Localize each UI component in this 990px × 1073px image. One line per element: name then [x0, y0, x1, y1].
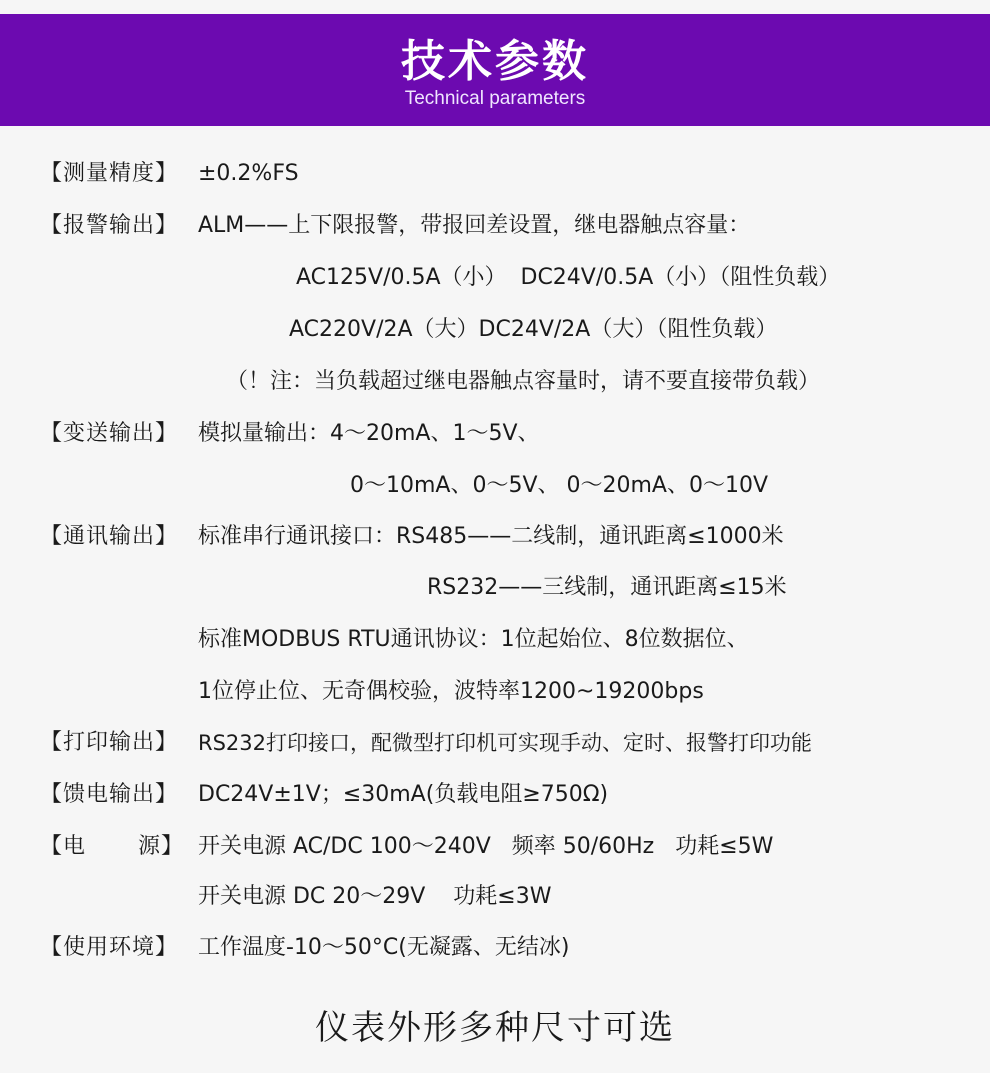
spec-label-power-right: 源】 [138, 834, 185, 859]
spec-value-transmit-2: 0～10mA、0～5V、 0～20mA、0～10V [350, 473, 769, 498]
spec-label-measure: 【测量精度】 [40, 161, 179, 186]
spec-label-env: 【使用环境】 [40, 935, 179, 960]
spec-value-alarm-3: AC220V/2A（大）DC24V/2A（大）（阻性负载） [289, 317, 778, 342]
spec-value-comm-2: RS232——三线制，通讯距离≤15米 [427, 575, 787, 600]
footer-caption: 仪表外形多种尺寸可选 [315, 1008, 675, 1048]
spec-label-power-left: 【电 [40, 834, 87, 859]
spec-label-comm: 【通讯输出】 [40, 524, 179, 549]
spec-label-alarm: 【报警输出】 [40, 213, 179, 238]
spec-value-alarm-2: AC125V/0.5A（小） DC24V/0.5A（小）（阻性负载） [296, 265, 841, 290]
top-strip [0, 0, 990, 14]
spec-label-transmit: 【变送输出】 [40, 421, 179, 446]
spec-value-transmit-1: 模拟量输出：4～20mA、1～5V、 [198, 421, 540, 446]
spec-value-comm-3: 标准MODBUS RTU通讯协议：1位起始位、8位数据位、 [198, 627, 749, 652]
header-banner [0, 14, 990, 126]
banner-subtitle: Technical parameters [404, 88, 586, 109]
spec-value-measure: ±0.2%FS [198, 161, 299, 186]
spec-label-feed: 【馈电输出】 [40, 782, 179, 807]
spec-value-env: 工作温度-10～50°C(无凝露、无结冰) [198, 935, 570, 960]
spec-value-alarm-1: ALM——上下限报警，带报回差设置，继电器触点容量： [198, 213, 751, 238]
banner-title: 技术参数 [401, 36, 589, 87]
spec-label-power [40, 832, 184, 862]
spec-value-alarm-note: （！注：当负载超过继电器触点容量时，请不要直接带负载） [226, 369, 821, 394]
spec-label-print: 【打印输出】 [40, 730, 179, 755]
spec-value-comm-1: 标准串行通讯接口：RS485——二线制，通讯距离≤1000米 [198, 524, 784, 549]
spec-value-comm-4: 1位停止位、无奇偶校验，波特率1200~19200bps [198, 679, 704, 704]
spec-value-print: RS232打印接口，配微型打印机可实现手动、定时、报警打印功能 [198, 731, 813, 755]
spec-value-feed: DC24V±1V；≤30mA(负载电阻≥750Ω) [198, 782, 609, 807]
spec-value-power-2: 开关电源 DC 20～29V 功耗≤3W [198, 884, 552, 909]
spec-value-power-1: 开关电源 AC/DC 100～240V 频率 50/60Hz 功耗≤5W [198, 834, 774, 859]
